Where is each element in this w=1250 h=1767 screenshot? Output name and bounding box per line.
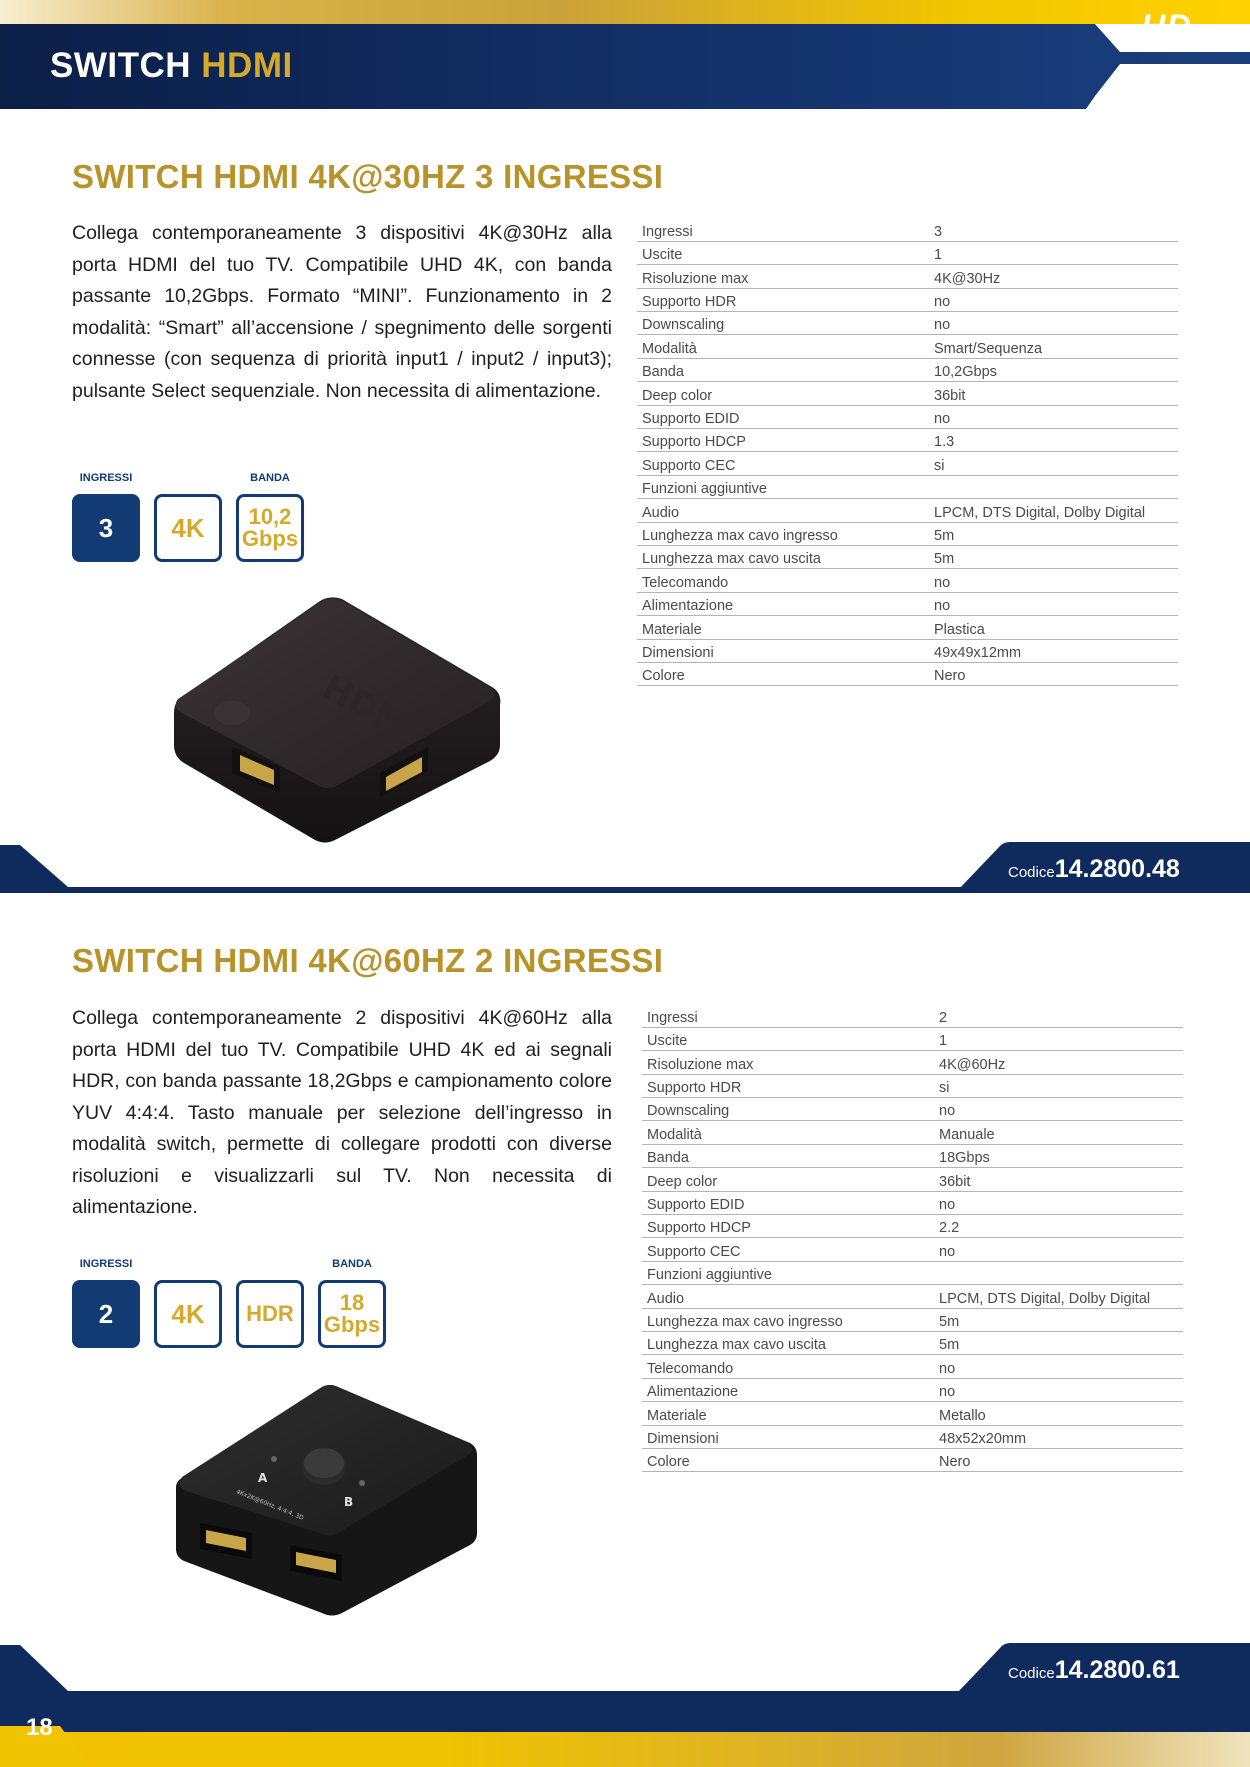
table-row: Deep color 36bit — [642, 1168, 1183, 1191]
table-row: Supporto CEC no — [642, 1238, 1183, 1261]
badge-bandwidth: 10,2 Gbps — [236, 494, 304, 562]
photo-printed-text: 4Kx2K@60Hz, 4:4:4, 3D — [235, 1488, 305, 1522]
badge-bandwidth: 18 Gbps — [318, 1280, 386, 1348]
table-row: Ingressi 3 — [637, 218, 1178, 241]
table-row: Materiale Metallo — [642, 1402, 1183, 1425]
table-row: Banda 18Gbps — [642, 1144, 1183, 1167]
photo-hdmi-embossed-text: HDMI — [315, 667, 426, 752]
table-row: Downscaling no — [642, 1098, 1183, 1121]
table-row: Uscite 1 — [637, 241, 1178, 264]
table-row: Supporto HDCP 2.2 — [642, 1215, 1183, 1238]
table-row: Lunghezza max cavo ingresso 5m — [637, 522, 1178, 545]
table-row: Funzioni aggiuntive — [637, 475, 1178, 498]
feature-badges — [72, 1258, 412, 1358]
product-title: SWITCH HDMI 4K@30HZ 3 INGRESSI — [72, 158, 664, 195]
product-description: Collega contemporaneamente 2 dispositivi 4K@60Hz alla porta HDMI del tuo TV. Compatibile UHD 4K ed ai segnali HDR, con banda passante 18,2Gbps e campionamento colore YUV 4:4:4. Tasto manuale per selezione dell’ingresso in modalità switch, permette di collegare prodotti con diverse risoluzioni e visualizzarli sul TV. Non necessita di alimentazione. — [72, 1007, 612, 1218]
table-row: Dimensioni 49x49x12mm — [637, 639, 1178, 662]
badge-inputs: 2 — [72, 1280, 140, 1348]
table-row: Modalità Manuale — [642, 1121, 1183, 1144]
table-row: Materiale Plastica — [637, 616, 1178, 639]
product-code: Codice14.2800.61 — [1008, 1656, 1180, 1684]
table-row: Lunghezza max cavo ingresso 5m — [642, 1308, 1183, 1331]
table-row: Audio LPCM, DTS Digital, Dolby Digital — [637, 499, 1178, 522]
photo-label-b: B — [344, 1495, 354, 1509]
table-row: Alimentazione no — [642, 1378, 1183, 1401]
table-row: Supporto HDCP 1.3 — [637, 429, 1178, 452]
table-row: Deep color 36bit — [637, 382, 1178, 405]
table-row: Supporto HDR no — [637, 288, 1178, 311]
table-row: Ingressi 2 — [642, 1004, 1183, 1027]
table-row: Downscaling no — [637, 312, 1178, 335]
photo-label-a: A — [258, 1471, 268, 1485]
badge-label-ingressi: INGRESSI — [79, 472, 133, 484]
table-row: Risoluzione max 4K@30Hz — [637, 265, 1178, 288]
product-title: SWITCH HDMI 4K@60HZ 2 INGRESSI — [72, 942, 664, 979]
badge-4k: 4K — [154, 1280, 222, 1348]
table-row: Colore Nero — [642, 1448, 1183, 1471]
product-photo-2port-switch — [172, 1383, 482, 1618]
table-row: Telecomando no — [637, 569, 1178, 592]
table-row: Modalità Smart/Sequenza — [637, 335, 1178, 358]
header-gold-strip — [0, 0, 1250, 24]
table-row: Lunghezza max cavo uscita 5m — [637, 545, 1178, 568]
page-number: 18 — [26, 1714, 53, 1741]
product-photo-3port-switch — [170, 595, 510, 845]
table-row: Supporto EDID no — [642, 1191, 1183, 1214]
spec-table — [637, 218, 1178, 686]
table-row: Colore Nero — [637, 662, 1178, 685]
product-description: Collega contemporaneamente 3 dispositivi 4K@30Hz alla porta HDMI del tuo TV. Compatibile UHD 4K, con banda passante 10,2Gbps. Formato “MINI”. Funzionamento in 2 modalità: “Smart” all’accensione / spegnimento delle sorgenti connesse (con sequenza di priorità input1 / input2 / input3); pulsante Select sequenziale. Non necessita di alimentazione. — [72, 222, 612, 402]
spec-table — [642, 1004, 1183, 1472]
table-row: Uscite 1 — [642, 1027, 1183, 1050]
spec-table-body — [642, 1004, 1183, 1472]
spec-table-body — [637, 218, 1178, 686]
badge-label-banda: BANDA — [332, 1258, 372, 1270]
table-row: Banda 10,2Gbps — [637, 358, 1178, 381]
table-row: Audio LPCM, DTS Digital, Dolby Digital — [642, 1285, 1183, 1308]
table-row: Telecomando no — [642, 1355, 1183, 1378]
product-code: Codice14.2800.48 — [1008, 855, 1180, 883]
table-row: Risoluzione max 4K@60Hz — [642, 1051, 1183, 1074]
badge-label-banda: BANDA — [250, 472, 290, 484]
table-row: Alimentazione no — [637, 592, 1178, 615]
table-row: Funzioni aggiuntive — [642, 1261, 1183, 1284]
badge-label-ingressi: INGRESSI — [79, 1258, 133, 1270]
page-title: SWITCH HDMI — [50, 46, 293, 85]
hd-logo: HD — [1141, 8, 1193, 46]
table-row: Lunghezza max cavo uscita 5m — [642, 1331, 1183, 1354]
table-row: Supporto EDID no — [637, 405, 1178, 428]
table-row: Dimensioni 48x52x20mm — [642, 1425, 1183, 1448]
badge-4k: 4K — [154, 494, 222, 562]
badge-hdr: HDR — [236, 1280, 304, 1348]
badge-inputs: 3 — [72, 494, 140, 562]
table-row: Supporto CEC si — [637, 452, 1178, 475]
feature-badges — [72, 472, 412, 572]
table-row: Supporto HDR si — [642, 1074, 1183, 1097]
